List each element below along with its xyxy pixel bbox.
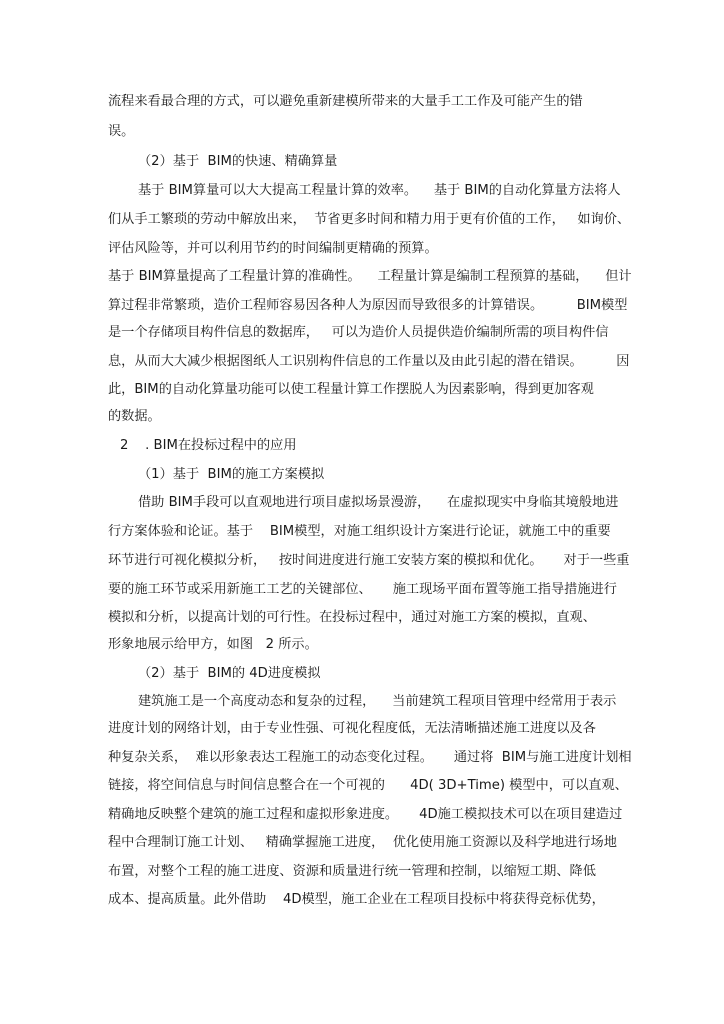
text-line: 链接，将空间信息与时间信息整合在一个可视的 4D( 3D+Time) 模型中，可以直观、 — [108, 778, 628, 793]
section-heading: （2）基于 BIM的 4D进度模拟 — [138, 666, 321, 681]
text-line: 算过程非常繁琐，造价工程师容易因各种人为原因而导致很多的计算错误。 BIM模型 — [108, 298, 628, 313]
text-line: 布置，对整个工程的施工进度、资源和质量进行统一管理和控制，以缩短工期、降低 — [108, 864, 596, 879]
text-line: 要的施工环节或采用新施工工艺的关键部位、 施工现场平面布置等施工指导措施进行 — [108, 582, 617, 597]
text-line: 误。 — [108, 124, 135, 139]
text-line: 形象地展示给甲方，如图 2 所示。 — [108, 637, 318, 652]
text-line: 建筑施工是一个高度动态和复杂的过程， 当前建筑工程项目管理中经常用于表示 — [138, 694, 617, 709]
section-heading: 2 . BIM在投标过程中的应用 — [120, 438, 297, 453]
text-line: 成本、提高质量。此外借助 4D模型，施工企业在工程项目投标中将获得竞标优势， — [108, 892, 605, 907]
text-line: 行方案体验和论证。基于 BIM模型，对施工组织设计方案进行论证，就施工中的重要 — [108, 524, 611, 539]
text-line: 精确地反映整个建筑的施工过程和虚拟形象进度。 4D施工模拟技术可以在项目建造过 — [108, 807, 623, 822]
text-line: 借助 BIM手段可以直观地进行项目虚拟场景漫游， 在虚拟现实中身临其境般地进 — [138, 495, 619, 510]
text-line: 们从手工繁琐的劳动中解放出来， 节省更多时间和精力用于更有价值的工作， 如询价、 — [108, 212, 631, 227]
text-line: 程中合理制订施工计划、 精确掌握施工进度， 优化使用施工资源以及科学地进行场地 — [108, 835, 617, 850]
text-line: 是一个存储项目构件信息的数据库， 可以为造价人员提供造价编制所需的项目构件信 — [108, 325, 609, 340]
text-line: 息，从而大大减少根据图纸人工识别构件信息的工作量以及由此引起的潜在错误。 因 — [108, 354, 630, 369]
section-heading: （1）基于 BIM的施工方案模拟 — [138, 467, 325, 482]
text-line: 模拟和分析，以提高计划的可行性。在投标过程中，通过对施工方案的模拟，直观、 — [108, 610, 596, 625]
text-line: 此，BIM的自动化算量功能可以使工程量计算工作摆脱人为因素影响，得到更加客观 — [108, 382, 594, 397]
text-line: 流程来看最合理的方式，可以避免重新建模所带来的大量手工工作及可能产生的错 — [108, 94, 583, 109]
text-line: 进度计划的网络计划，由于专业性强、可视化程度低，无法清晰描述施工进度以及各 — [108, 721, 596, 736]
text-line: 种复杂关系， 难以形象表达工程施工的动态变化过程。 通过将 BIM与施工进度计划相 — [108, 750, 632, 765]
text-line: 的数据。 — [108, 409, 161, 424]
section-heading: （2）基于 BIM的快速、精确算量 — [138, 154, 338, 169]
text-line: 环节进行可视化模拟分析， 按时间进度进行施工安装方案的模拟和优化。 对于一些重 — [108, 553, 630, 568]
text-line: 评估风险等，并可以利用节约的时间编制更精确的预算。 — [108, 241, 438, 256]
text-line: 基于 BIM算量可以大大提高工程量计算的效率。 基于 BIM的自动化算量方法将人 — [138, 183, 621, 198]
text-line: 基于 BIM算量提高了工程量计算的准确性。 工程量计算是编制工程预算的基础， 但计 — [108, 269, 632, 284]
